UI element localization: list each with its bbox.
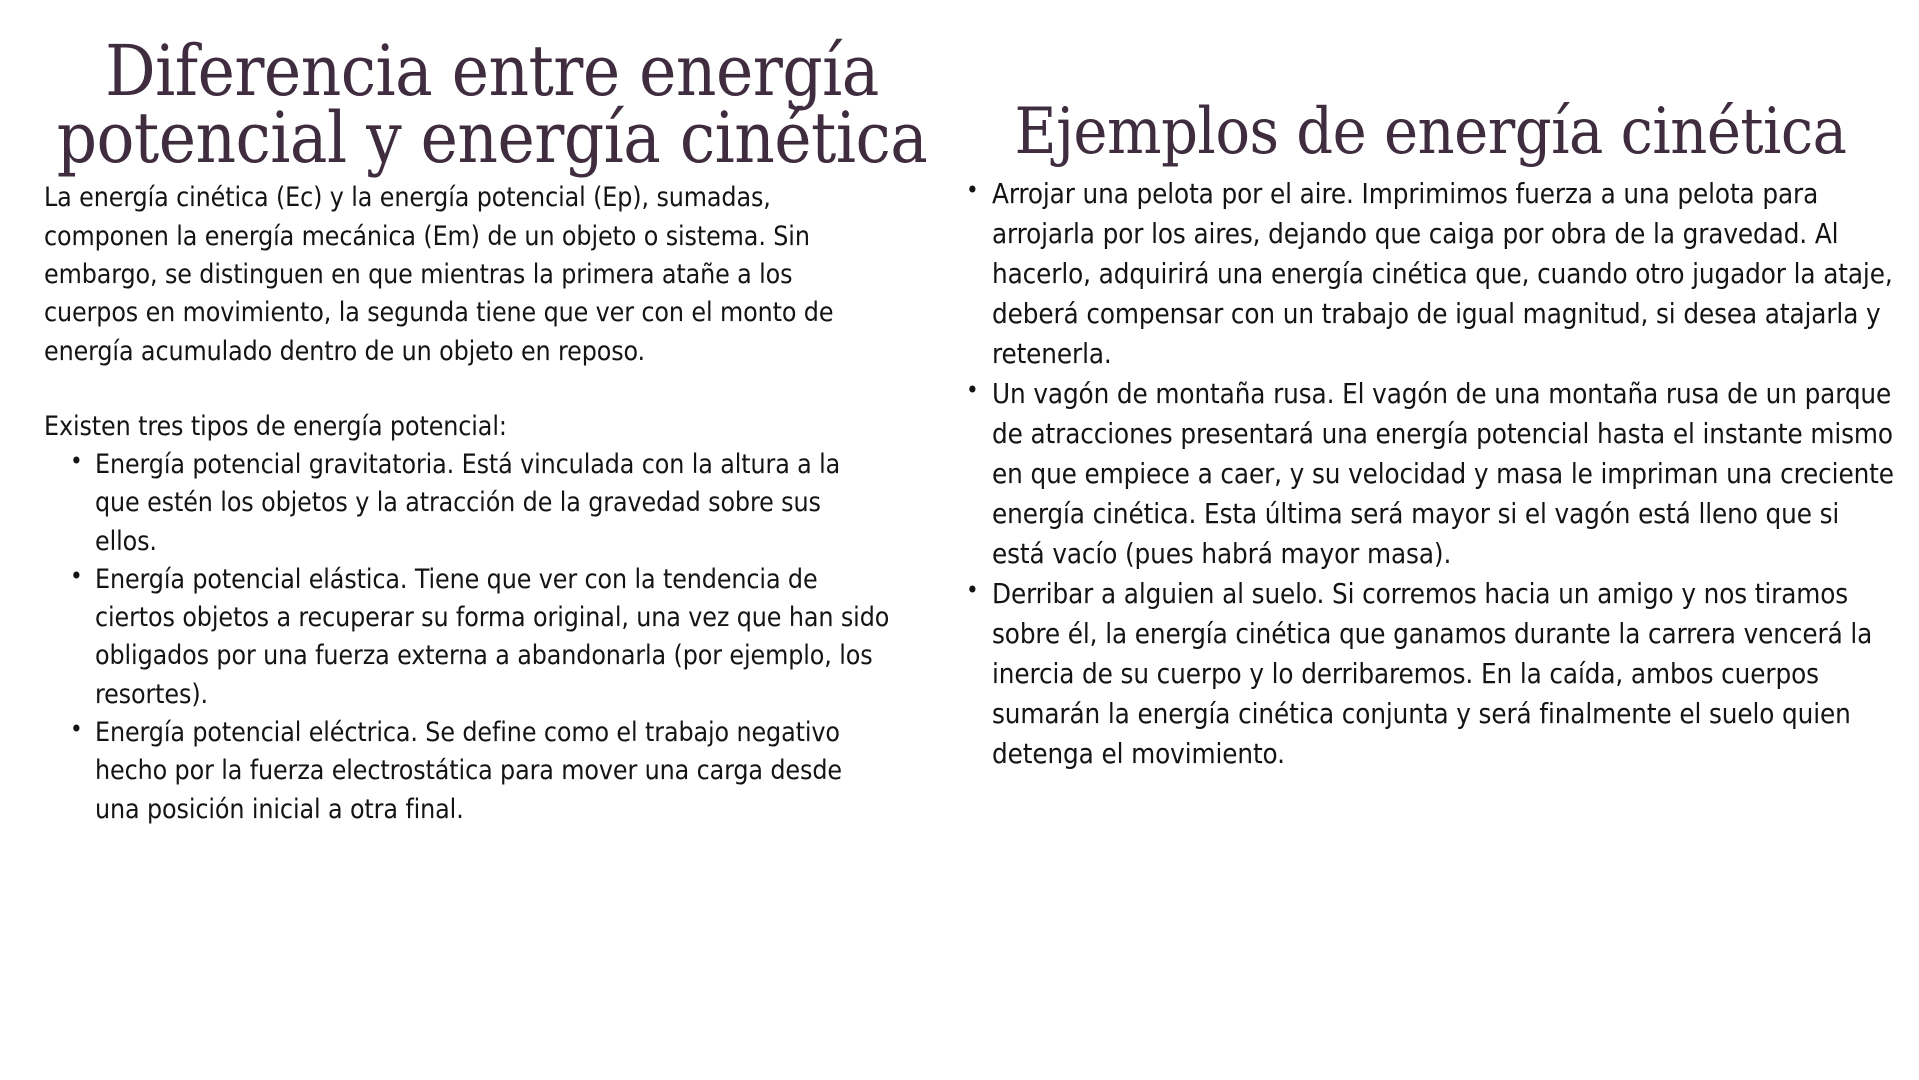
right-bullet-list [956,164,1895,774]
right-column-heading: Ejemplos de energía cinética [1014,95,1847,169]
left-column [0,0,930,829]
right-column [930,0,1919,774]
left-bullet-list [44,446,890,829]
paragraph-spacer [44,371,890,408]
list-item: • Derribar a alguien al suelo. Si corremos hacia un amigo y nos tiramos sobre él, la energía cinética que ganamos durante la carrera vencerá la inercia de su cuerpo y lo derribaremos. En la caída, ambos cuerpos sumarán la energía cinética conjunta y será finalmente el suelo quien detenga el movimiento. [956,574,1895,774]
list-item: • Arrojar una pelota por el aire. Imprimimos fuerza a una pelota para arrojarla por los aires, dejando que caiga por obra de la gravedad. Al hacerlo, adquirirá una energía cinética que, cuando otro jugador la ataje, deberá compensar con un trabajo de igual magnitud, si desea atajarla y retenerla. [956,174,1895,374]
left-list-lead-in: Existen tres tipos de energía potencial: [44,410,507,442]
list-item: • Energía potencial gravitatoria. Está vinculada con la altura a la que estén los objetos y la atracción de la gravedad sobre sus ellos. [44,446,890,561]
list-item: • Energía potencial elástica. Tiene que ver con la tendencia de ciertos objetos a recuperar su forma original, una vez que han sido obligados por una fuerza externa a abandonarla (por ejemplo, los resortes). [44,561,890,714]
left-column-heading: Diferencia entre energía potencial y energía cinética [56,30,928,180]
left-intro-paragraph: La energía cinética (Ec) y la energía potencial (Ep), sumadas, componen la energía mecánica (Em) de un objeto o sistema. Sin embargo, se distinguen en que mientras la primera atañe a los cuerpos en movimiento, la segunda tiene que ver con el monto de energía acumulado dentro de un objeto en reposo. [44,182,834,367]
list-item: • Un vagón de montaña rusa. El vagón de una montaña rusa de un parque de atracciones presentará una energía potencial hasta el instante mismo en que empiece a caer, y su velocidad y masa le impriman una creciente energía cinética. Esta última será mayor si el vagón está lleno que si está vacío (pues habrá mayor masa). [956,374,1895,574]
list-item: • Energía potencial eléctrica. Se define como el trabajo negativo hecho por la fuerza electrostática para mover una carga desde una posición inicial a otra final. [44,714,890,829]
